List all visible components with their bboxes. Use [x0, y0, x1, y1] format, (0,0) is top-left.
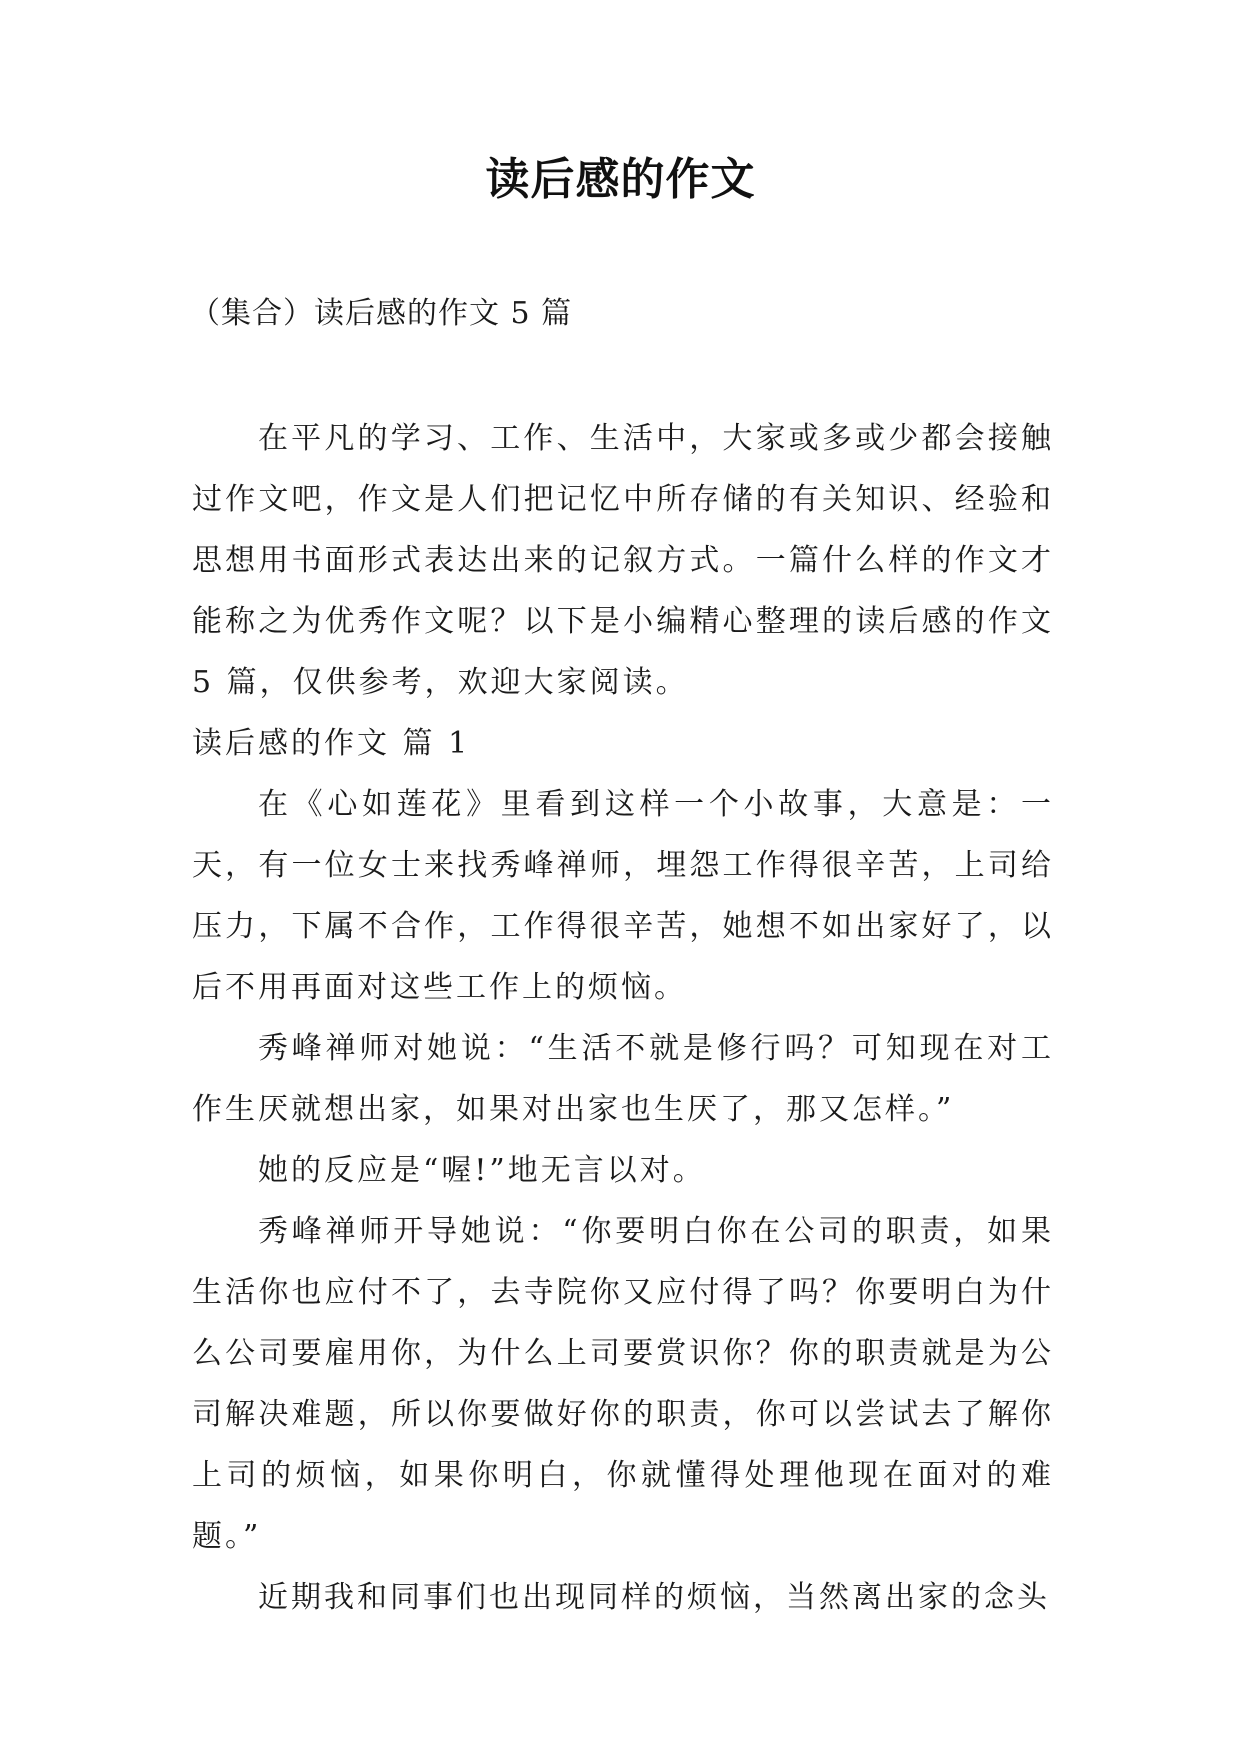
section-heading: 读后感的作文 篇 1 [192, 726, 471, 761]
document-subtitle: （集合）读后感的作文 5 篇 [190, 296, 573, 331]
body-paragraph: 在《心如莲花》里看到这样一个小故事，大意是：一天，有一位女士来找秀峰禅师，埋怨工作得很辛苦，上司给压力，下属不合作，工作得很辛苦，她想不如出家好了，以后不用再面对这些工作上的烦恼。 [192, 787, 1054, 1005]
body-paragraph: 秀峰禅师开导她说：“你要明白你在公司的职责，如果生活你也应付不了，去寺院你又应付得了吗？你要明白为什么公司要雇用你，为什么上司要赏识你？你的职责就是为公司解决难题，所以你要做好你的职责，你可以尝试去了解你上司的烦恼，如果你明白，你就懂得处理他现在面对的难题。” [192, 1214, 1054, 1554]
document-body [192, 408, 1054, 1628]
body-paragraph: 她的反应是“喔!”地无言以对。 [258, 1153, 706, 1188]
body-paragraph: 近期我和同事们也出现同样的烦恼，当然离出家的念头 [258, 1580, 1050, 1615]
intro-paragraph: 在平凡的学习、工作、生活中，大家或多或少都会接触过作文吧，作文是人们把记忆中所存储的有关知识、经验和思想用书面形式表达出来的记叙方式。一篇什么样的作文才能称之为优秀作文呢？以下是小编精心整理的读后感的作文 5 篇，仅供参考，欢迎大家阅读。 [192, 421, 1054, 700]
body-paragraph: 秀峰禅师对她说：“生活不就是修行吗？可知现在对工作生厌就想出家，如果对出家也生厌了，那又怎样。” [192, 1031, 1054, 1127]
document-title: 读后感的作文 [485, 154, 756, 205]
